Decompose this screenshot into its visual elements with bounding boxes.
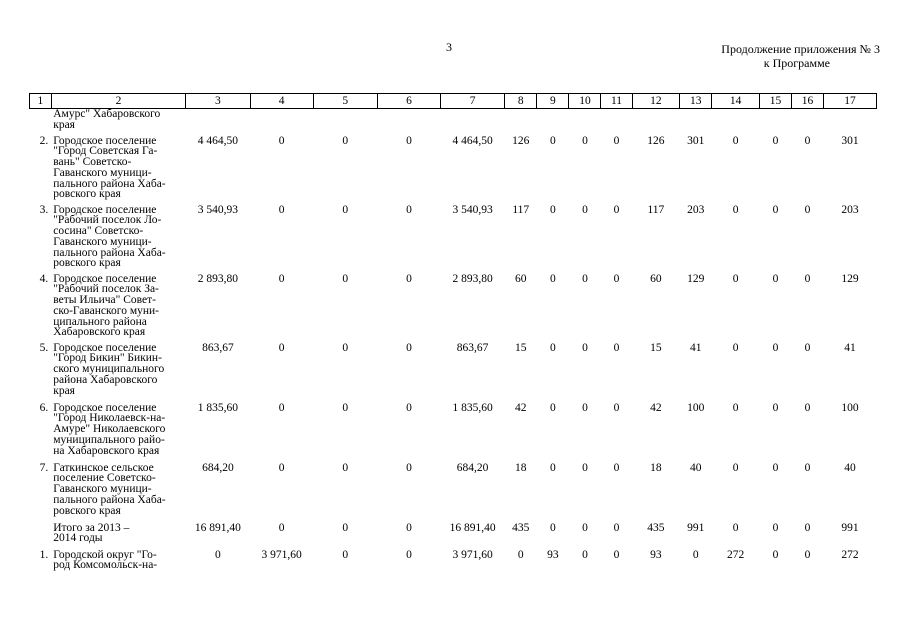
value-cell [759, 109, 791, 135]
value-cell: 0 [582, 134, 588, 147]
value-cell: 0 [549, 134, 556, 147]
value-cell: 42 [650, 401, 662, 414]
row-number: 5. [39, 341, 49, 354]
value-cell: 272 [841, 548, 859, 561]
name-line: Гаванского муници- [53, 235, 152, 248]
value-cell: 0 [278, 203, 285, 216]
value-cell: 117 [512, 203, 530, 216]
municipality-name [51, 342, 186, 402]
value-cell: 0 [582, 548, 588, 561]
value-cell: 0 [772, 203, 779, 216]
value-cell: 0 [342, 203, 349, 216]
name-line: "Город Советская Га- [53, 145, 158, 158]
column-header: 4 [250, 94, 313, 109]
municipality-name [51, 462, 186, 522]
column-header: 5 [313, 94, 377, 109]
table-row [30, 204, 877, 273]
value-cell: 4 464,50 [452, 134, 493, 147]
value-cell: 117 [647, 203, 665, 216]
value-cell: 60 [515, 272, 527, 285]
value-cell: 16 891,40 [449, 521, 496, 534]
value-cell: 203 [687, 203, 705, 216]
name-line: муниципального райо- [53, 433, 165, 446]
appendix-note [690, 42, 880, 70]
value-cell: 0 [582, 272, 588, 285]
table-header-row [30, 94, 877, 109]
value-cell [186, 109, 250, 135]
value-cell: 0 [732, 341, 739, 354]
value-cell: 15 [650, 341, 662, 354]
municipality-name [51, 549, 186, 589]
value-cell: 863,67 [456, 341, 489, 354]
value-cell: 0 [732, 203, 739, 216]
value-cell: 0 [732, 134, 739, 147]
name-line: ровского края [53, 504, 121, 517]
table-row [30, 135, 877, 204]
value-cell [791, 109, 823, 135]
value-cell: 301 [687, 134, 705, 147]
value-cell [505, 109, 537, 135]
name-line: края [53, 118, 75, 131]
value-cell: 435 [512, 521, 530, 534]
value-cell [313, 109, 377, 135]
value-cell: 0 [772, 134, 779, 147]
name-line: Городское поселение [53, 401, 157, 414]
name-line: сосина" Советско- [53, 225, 144, 238]
value-cell: 0 [406, 134, 412, 147]
name-line: Городской округ "Го- [53, 548, 157, 561]
row-number: 1. [39, 548, 49, 561]
row-number: 3. [39, 203, 49, 216]
value-cell [632, 109, 680, 135]
name-line: ско-Гаванского муни- [53, 304, 160, 317]
value-cell: 0 [406, 401, 412, 414]
column-header: 12 [632, 94, 680, 109]
value-cell: 0 [613, 461, 620, 474]
value-cell: 15 [515, 341, 527, 354]
value-cell: 60 [650, 272, 662, 285]
value-cell: 126 [647, 134, 665, 147]
value-cell: 0 [613, 548, 620, 561]
value-cell: 0 [517, 548, 524, 561]
name-line: пального района Хаба- [53, 493, 166, 506]
value-cell [712, 109, 760, 135]
program-table [29, 93, 877, 589]
value-cell: 0 [406, 461, 412, 474]
value-cell: 42 [515, 401, 527, 414]
name-line: Городское поселение [53, 341, 157, 354]
value-cell: 0 [278, 461, 285, 474]
value-cell [377, 109, 440, 135]
value-cell: 40 [689, 461, 702, 474]
value-cell: 0 [582, 341, 588, 354]
value-cell: 0 [549, 461, 556, 474]
value-cell: 2 893,80 [452, 272, 493, 285]
value-cell: 93 [547, 548, 559, 561]
value-cell: 0 [342, 401, 349, 414]
value-cell: 203 [841, 203, 859, 216]
value-cell: 272 [726, 548, 745, 561]
column-header: 7 [441, 94, 505, 109]
value-cell: 0 [804, 548, 811, 561]
row-number [30, 109, 52, 135]
name-line: род Комсомольск-на- [53, 559, 158, 572]
value-cell: 0 [804, 401, 811, 414]
value-cell: 0 [549, 341, 556, 354]
appendix-line-2: к Программе [763, 56, 830, 70]
value-cell: 0 [278, 272, 285, 285]
table-row [30, 109, 877, 135]
page-number: 3 [446, 40, 452, 54]
municipality-name [51, 402, 186, 462]
value-cell: 0 [406, 203, 412, 216]
value-cell: 0 [772, 548, 779, 561]
column-header: 13 [680, 94, 712, 109]
column-header: 2 [51, 94, 186, 109]
name-line: Гаванского муници- [53, 166, 152, 179]
value-cell [824, 109, 877, 135]
name-line: 2014 годы [53, 532, 103, 545]
value-cell: 0 [342, 341, 349, 354]
value-cell: 0 [278, 341, 285, 354]
value-cell: 684,20 [456, 461, 489, 474]
value-cell: 126 [512, 134, 530, 147]
name-line: Городское поселение [53, 134, 157, 147]
value-cell: 0 [278, 134, 285, 147]
value-cell: 0 [772, 521, 779, 534]
value-cell: 3 971,60 [452, 548, 493, 561]
table-row [30, 342, 877, 402]
municipality-name [51, 109, 186, 135]
column-header: 14 [712, 94, 760, 109]
value-cell: 0 [804, 203, 811, 216]
value-cell: 1 835,60 [197, 401, 239, 414]
value-cell: 0 [582, 521, 588, 534]
name-line: пального района Хаба- [53, 246, 166, 259]
value-cell: 0 [342, 548, 349, 561]
table-row [30, 462, 877, 522]
name-line: Итого за 2013 – [53, 521, 130, 534]
column-header: 15 [759, 94, 791, 109]
name-line: вань" Советско- [53, 156, 132, 169]
value-cell [441, 109, 505, 135]
value-cell: 0 [342, 461, 349, 474]
name-line: Городское поселение [53, 203, 157, 216]
name-line: края [53, 384, 75, 397]
value-cell: 0 [732, 401, 739, 414]
value-cell: 100 [841, 401, 859, 414]
name-line: "Рабочий поселок Ло- [53, 214, 162, 227]
row-number [30, 522, 52, 549]
value-cell: 0 [582, 461, 588, 474]
column-header: 9 [537, 94, 569, 109]
value-cell: 0 [613, 341, 620, 354]
name-line: ровского края [53, 188, 121, 201]
column-header: 1 [30, 94, 52, 109]
name-line: пального района Хаба- [53, 177, 166, 190]
value-cell: 0 [732, 272, 739, 285]
value-cell: 0 [549, 521, 556, 534]
municipality-name [51, 273, 186, 342]
value-cell: 0 [613, 272, 620, 285]
value-cell: 3 540,93 [197, 203, 239, 216]
value-cell: 0 [732, 461, 739, 474]
value-cell: 41 [689, 341, 702, 354]
column-header: 16 [791, 94, 823, 109]
name-line: Хабаровского края [53, 326, 146, 339]
value-cell: 41 [844, 341, 856, 354]
name-line: района Хабаровского [53, 373, 158, 386]
value-cell: 0 [342, 521, 349, 534]
value-cell: 4 464,50 [197, 134, 239, 147]
value-cell: 301 [841, 134, 859, 147]
name-line: "Город Николаевск-на- [53, 412, 166, 425]
table-row [30, 273, 877, 342]
value-cell: 0 [582, 401, 588, 414]
value-cell: 0 [342, 272, 349, 285]
value-cell: 18 [515, 461, 527, 474]
municipality-name [51, 204, 186, 273]
value-cell: 863,67 [202, 341, 234, 354]
value-cell [680, 109, 712, 135]
value-cell: 0 [278, 521, 285, 534]
name-line: "Рабочий поселок За- [53, 283, 159, 296]
column-header: 17 [824, 94, 877, 109]
value-cell: 3 971,60 [261, 548, 302, 561]
column-header: 3 [186, 94, 250, 109]
value-cell: 0 [772, 401, 779, 414]
column-header: 11 [601, 94, 632, 109]
value-cell: 0 [804, 134, 811, 147]
value-cell: 1 835,60 [452, 401, 493, 414]
value-cell: 0 [692, 548, 699, 561]
value-cell: 0 [732, 521, 739, 534]
value-cell: 991 [841, 521, 859, 534]
table-body [30, 109, 877, 589]
value-cell: 0 [804, 341, 811, 354]
name-line: ципального района [53, 315, 147, 328]
row-number: 4. [39, 272, 49, 285]
name-line: веты Ильича" Совет- [53, 294, 156, 307]
column-header: 10 [569, 94, 601, 109]
table-row [30, 522, 877, 549]
value-cell: 0 [406, 272, 412, 285]
value-cell: 2 893,80 [197, 272, 239, 285]
name-line: "Город Бикин" Бикин- [53, 352, 162, 365]
value-cell [537, 109, 569, 135]
value-cell: 100 [687, 401, 705, 414]
value-cell: 0 [772, 461, 779, 474]
value-cell: 991 [687, 521, 705, 534]
value-cell: 0 [278, 401, 285, 414]
municipality-name [51, 135, 186, 204]
name-line: Гаванского муници- [53, 483, 152, 496]
value-cell [601, 109, 632, 135]
row-number: 2. [39, 134, 49, 147]
value-cell: 0 [613, 401, 620, 414]
value-cell: 0 [549, 203, 556, 216]
table-row [30, 549, 877, 589]
table-row [30, 402, 877, 462]
value-cell [569, 109, 601, 135]
value-cell: 0 [772, 272, 779, 285]
row-number: 7. [39, 461, 49, 474]
name-line: Амурс" Хабаровского [53, 108, 161, 120]
value-cell: 0 [772, 341, 779, 354]
value-cell: 435 [647, 521, 665, 534]
name-line: Гаткинское сельское [53, 461, 154, 474]
value-cell: 0 [804, 272, 811, 285]
name-line: Городское поселение [53, 272, 157, 285]
value-cell: 0 [549, 272, 556, 285]
value-cell: 3 540,93 [452, 203, 493, 216]
value-cell: 0 [804, 521, 811, 534]
name-line: Амуре" Николаевского [53, 423, 166, 436]
value-cell: 93 [650, 548, 662, 561]
value-cell: 0 [406, 521, 412, 534]
appendix-line-1: Продолжение приложения № 3 [721, 42, 880, 56]
value-cell [250, 109, 313, 135]
value-cell: 0 [215, 548, 221, 561]
column-header: 6 [377, 94, 440, 109]
name-line: ского муниципального [53, 363, 165, 376]
row-number: 6. [39, 401, 49, 414]
value-cell: 0 [406, 341, 412, 354]
name-line: ровского края [53, 257, 121, 270]
name-line: на Хабаровского края [53, 444, 160, 457]
value-cell: 0 [549, 401, 556, 414]
column-header: 8 [505, 94, 537, 109]
value-cell: 16 891,40 [194, 521, 241, 534]
municipality-name [51, 522, 186, 549]
value-cell: 0 [613, 521, 620, 534]
value-cell: 129 [687, 272, 705, 285]
value-cell: 0 [804, 461, 811, 474]
value-cell: 0 [342, 134, 349, 147]
value-cell: 0 [613, 203, 620, 216]
value-cell: 0 [613, 134, 620, 147]
value-cell: 129 [841, 272, 859, 285]
value-cell: 684,20 [202, 461, 234, 474]
value-cell: 0 [406, 548, 412, 561]
value-cell: 18 [650, 461, 662, 474]
value-cell: 40 [844, 461, 856, 474]
value-cell: 0 [582, 203, 588, 216]
name-line: поселение Советско- [53, 472, 156, 485]
